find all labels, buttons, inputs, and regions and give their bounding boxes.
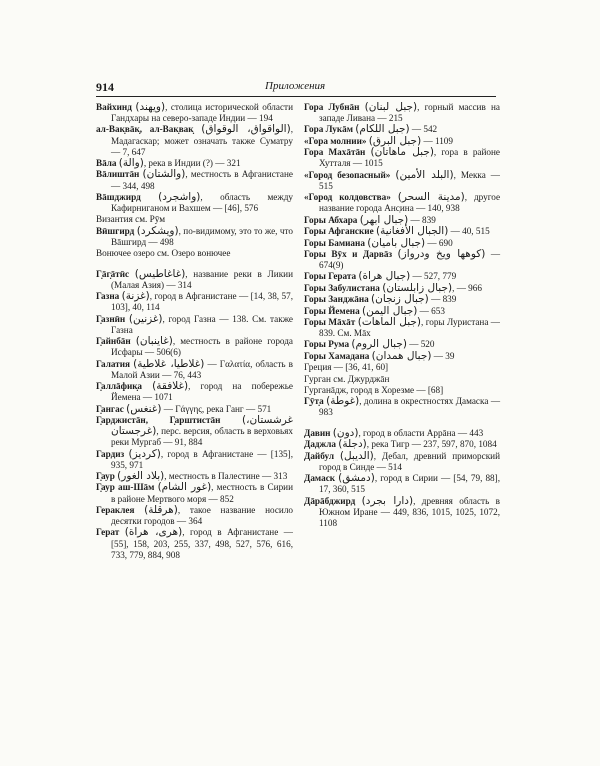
entry-text: , город на побережье Йемена — 1071 — [111, 381, 294, 403]
entry-headword: Дāрāбджирд — [304, 495, 356, 506]
index-entry — [96, 192, 293, 214]
arabic-script: (هرقلة) — [144, 503, 178, 516]
entry-headword: Горы Абхара — [304, 214, 358, 225]
arabic-script: (كوهها ويخ ودرواز) — [397, 247, 486, 260]
entry-text: , местность в районе города Исфары — 506(6) — [111, 336, 294, 358]
index-entry — [96, 291, 293, 313]
entry-text: — Γάγγης, река Ганг — 571 — [161, 403, 272, 414]
index-entry — [304, 362, 500, 373]
arabic-script: (غزنة) — [121, 290, 150, 303]
arabic-script: (هرى، هراة) — [124, 526, 183, 539]
entry-headword: Горы Вӯх и Дарвāз — [304, 248, 393, 259]
entry-headword: Г̣аур — [96, 471, 115, 482]
entry-text: , по-видимому, это то же, что Вāшгирд — 498 — [111, 225, 294, 247]
arabic-script: (غوطة) — [326, 395, 360, 408]
arabic-script: (جبل البرق) — [368, 134, 422, 147]
arabic-script: (جبل اللكام) — [355, 123, 410, 136]
entry-text: Византия см. Рӯм — [96, 214, 166, 225]
arabic-script: (غرشستان، غرجستان) — [111, 413, 293, 438]
entry-headword: Горы Занджāна — [304, 294, 369, 305]
entry-headword: Г̣āг̣āтӣс — [96, 268, 130, 279]
entry-headword: Горы Бамиана — [304, 237, 365, 248]
index-entry — [96, 248, 293, 259]
running-title: Приложения — [265, 80, 326, 92]
entry-headword: Газна — [96, 291, 120, 302]
entry-headword: ал-Вак̣вāк̣, ал-Вак̣вак̣ — [96, 124, 194, 135]
index-entry — [96, 505, 293, 527]
index-entry — [304, 102, 500, 124]
entry-text: — 690 — [425, 237, 453, 248]
entry-text: Гурган см. Джурджāн — [304, 373, 390, 384]
index-entry — [96, 226, 293, 248]
entry-headword: Гора Лукāм — [304, 124, 353, 135]
arabic-script: (ويشكرد) — [136, 224, 179, 237]
index-entry — [304, 428, 500, 439]
entry-headword: Горы Хамадана — [304, 350, 370, 361]
entry-text: , река Тигр — 237, 597, 870, 1084 — [366, 439, 497, 450]
entry-headword: Г̣арджистāн, Г̣арштистāн — [96, 414, 221, 425]
arabic-script: (بلاد الغور) — [117, 470, 165, 483]
entry-text: , местность в Сирии в районе Мертвого моря — 852 — [111, 482, 294, 504]
entry-headword: Герат — [96, 527, 120, 538]
entry-text: , Мадагаскар; может означать также Суматру — 7, 647 — [111, 124, 293, 157]
arabic-script: (جبال زنجان) — [371, 293, 429, 306]
entry-text: — Γαλατία, область в Малой Азии — 76, 443 — [111, 358, 294, 380]
index-entry — [304, 351, 500, 362]
arabic-script: (الجبال الأفغانية) — [375, 225, 449, 238]
entry-text: Гурганāдж, город в Хорезме — [68] — [304, 384, 444, 395]
index-entry — [304, 249, 500, 271]
index-entry — [96, 336, 293, 358]
entry-headword: Даджла — [304, 439, 336, 450]
entry-headword: Г̣ангас — [96, 403, 124, 414]
entry-text: , столица исторической области Гандхары на северо-западе Индии — 194 — [111, 102, 293, 124]
index-entry — [304, 473, 500, 495]
entry-headword: Г̣азнӣн — [96, 313, 126, 324]
arabic-script: (دجلة) — [338, 438, 367, 451]
index-entry — [96, 158, 293, 169]
entry-text: , город в Афганистане — [14, 38, 57, 103], 40, 114 — [111, 291, 294, 313]
entry-headword: «Город безопасный» — [304, 169, 391, 180]
arabic-script: (جبال باميان) — [367, 236, 426, 249]
entry-text: , гора в районе Хутталя — 1015 — [319, 147, 500, 169]
entry-headword: Горы Афганские — [304, 226, 374, 237]
arabic-script: (جبل لبنان) — [364, 101, 418, 113]
entry-headword: Вайхинд — [96, 102, 132, 112]
entry-headword: «Город колдовства» — [304, 192, 391, 203]
entry-text: — 39 — [431, 350, 455, 361]
arabic-script: (والة) — [118, 157, 144, 170]
arabic-script: (جبل ماهاتان) — [370, 146, 434, 159]
entry-headword: Гора Лубнāн — [304, 102, 360, 112]
entry-text: — 653 — [417, 305, 445, 316]
index-entry — [304, 317, 500, 339]
entry-headword: Горы Забулистана — [304, 282, 380, 293]
arabic-script: (غاينبان) — [135, 335, 173, 348]
index-entry — [96, 169, 293, 191]
arabic-script: (جبال اليمن) — [361, 304, 418, 317]
index-entry — [304, 396, 500, 418]
entry-headword: Вāшджирд — [96, 191, 141, 202]
arabic-script: (جبال هراة) — [358, 270, 411, 283]
entry-headword: Г̣ӯт̣а — [304, 396, 324, 407]
entry-text: , такое название носило десятки городов — 364 — [111, 504, 294, 527]
header-rule — [96, 96, 496, 97]
arabic-script: (غنغس) — [126, 402, 162, 415]
entry-text: — 520 — [406, 339, 435, 350]
entry-text: , местность в Палестине — 313 — [164, 471, 288, 482]
entry-text: Греция — [36, 41, 60] — [304, 362, 389, 373]
index-entry — [304, 170, 500, 192]
entry-headword: Гардиз — [96, 448, 125, 459]
entry-headword: Горы Герата — [304, 271, 357, 282]
entry-headword: Вāла — [96, 158, 117, 169]
arabic-script: (مدينة السحر) — [397, 191, 465, 204]
index-entry — [304, 147, 500, 169]
index-entry — [304, 451, 500, 473]
index-entry — [96, 415, 293, 448]
entry-headword: Г̣айнбāн — [96, 336, 131, 347]
index-entry — [96, 124, 293, 157]
entry-text: , город Газна — 138. См. также Газна — [111, 313, 293, 335]
entry-text: , горный массив на западе Ливана — 215 — [319, 102, 501, 124]
entry-headword: «Гора молнии» — [304, 135, 367, 146]
entry-text: — 40, 515 — [448, 226, 490, 237]
index-entry — [96, 381, 293, 403]
entry-text: , другое название города Анс̣ина — 140, 938 — [319, 192, 501, 214]
entry-text: , — 966 — [452, 282, 482, 293]
entry-text: Вонючее озеро см. Озеро вонючее — [96, 248, 231, 259]
entry-text: , город в Афганистане — [55], 158, 203, 255, 337, 498, 527, 576, 616, 733, 779, 884, 908 — [111, 527, 293, 560]
index-entry — [96, 449, 293, 471]
entry-headword: Дайбул — [304, 450, 334, 461]
entry-headword: Галатия — [96, 358, 130, 369]
arabic-script: (جبال همدان) — [371, 349, 432, 362]
arabic-script: (الواقواق، الوقواق) — [201, 123, 291, 136]
index-entry — [96, 359, 293, 381]
entry-headword: Гераклея — [96, 504, 135, 515]
entry-headword: Гора Махāтāн — [304, 147, 366, 158]
entry-text: — 527, 779 — [410, 271, 457, 282]
index-entry — [96, 482, 293, 504]
index-entry — [304, 374, 500, 385]
arabic-script: (جبل الماهات) — [357, 315, 421, 328]
entry-headword: Вӣшгирд — [96, 225, 135, 236]
arabic-script: (دارا بجرد) — [361, 494, 414, 507]
entry-text: — 839 — [428, 294, 457, 305]
index-entry — [304, 439, 500, 450]
arabic-script: (جبال ابهر) — [359, 213, 409, 226]
entry-text: , река в Индии (?) — 321 — [143, 158, 241, 169]
entry-text: — 1109 — [421, 135, 453, 146]
entry-text: , город в области Аррāна — 443 — [358, 427, 484, 438]
right-column — [304, 102, 500, 529]
index-entry — [96, 527, 293, 560]
arabic-script: (كرديز) — [128, 447, 161, 460]
arabic-script: (غلاطيا، غلاطية) — [133, 357, 205, 370]
left-column — [96, 102, 293, 561]
arabic-script: (البلد الأمين) — [395, 168, 454, 181]
arabic-script: (دمشق) — [338, 472, 375, 485]
entry-text: , город в Сирии — [54, 79, 88], 17, 360, 515 — [319, 473, 500, 495]
entry-text: , Мекка — 515 — [319, 169, 500, 191]
entry-headword: Вāлиштāн — [96, 169, 140, 180]
section-gap — [96, 260, 293, 269]
entry-text: , древняя область в Южном Иране — 449, 836, 1015, 1025, 1072, 1108 — [319, 495, 501, 528]
entry-text: — 674(9) — [319, 248, 500, 270]
entry-headword: Г̣аллāфик̣а — [96, 381, 143, 392]
entry-headword: Горы Йемена — [304, 305, 360, 316]
index-entry — [304, 192, 500, 214]
entry-headword: Горы Рума — [304, 339, 350, 350]
index-entry — [304, 496, 500, 529]
arabic-script: (جبال زابلستان) — [382, 281, 453, 294]
entry-text: , город в Афганистане — [135], 935, 971 — [111, 448, 293, 470]
entry-headword: Давин — [304, 427, 331, 438]
arabic-script: (غلافقة) — [152, 380, 189, 393]
arabic-script: (غزنين) — [128, 312, 163, 325]
arabic-script: (دون) — [332, 426, 359, 439]
arabic-script: (والشتان) — [142, 168, 186, 181]
arabic-script: (غور الشام) — [157, 481, 212, 494]
entry-headword: Горы Māхāт — [304, 316, 356, 327]
index-entry — [96, 102, 293, 124]
entry-text: , название реки в Ликии (Малая Азия) — 314 — [111, 268, 293, 290]
entry-text: , долина в окрестностях Дамаска — 983 — [319, 396, 501, 418]
arabic-script: (ويهند) — [135, 101, 166, 113]
entry-text: , местность в Афганистане — 344, 498 — [111, 169, 293, 191]
entry-headword: Г̣аур аш-Шāм — [96, 482, 155, 493]
entry-text: , горы Луристана — 839. См. Мāх — [319, 316, 500, 339]
entry-text: , перс. версия, область в верховьях реки Мургаб — 91, 884 — [111, 426, 293, 448]
arabic-script: (الديبل) — [339, 449, 374, 462]
entry-text: — 839 — [408, 214, 436, 225]
entry-text: , область между Кафирниганом и Вахшем — [46], 576 — [111, 191, 293, 214]
arabic-script: (واشجرد) — [158, 190, 201, 203]
arabic-script: (جبال الروم) — [351, 338, 407, 351]
index-entry — [96, 269, 293, 291]
entry-text: , Дебал, древний приморский город в Синде — 514 — [319, 450, 500, 472]
entry-headword: Дамаск — [304, 473, 336, 484]
index-entry — [96, 214, 293, 225]
entry-text: — 542 — [409, 124, 438, 135]
arabic-script: (غاغاطيس) — [134, 267, 186, 280]
index-entry — [96, 314, 293, 336]
page-number: 914 — [96, 80, 114, 94]
